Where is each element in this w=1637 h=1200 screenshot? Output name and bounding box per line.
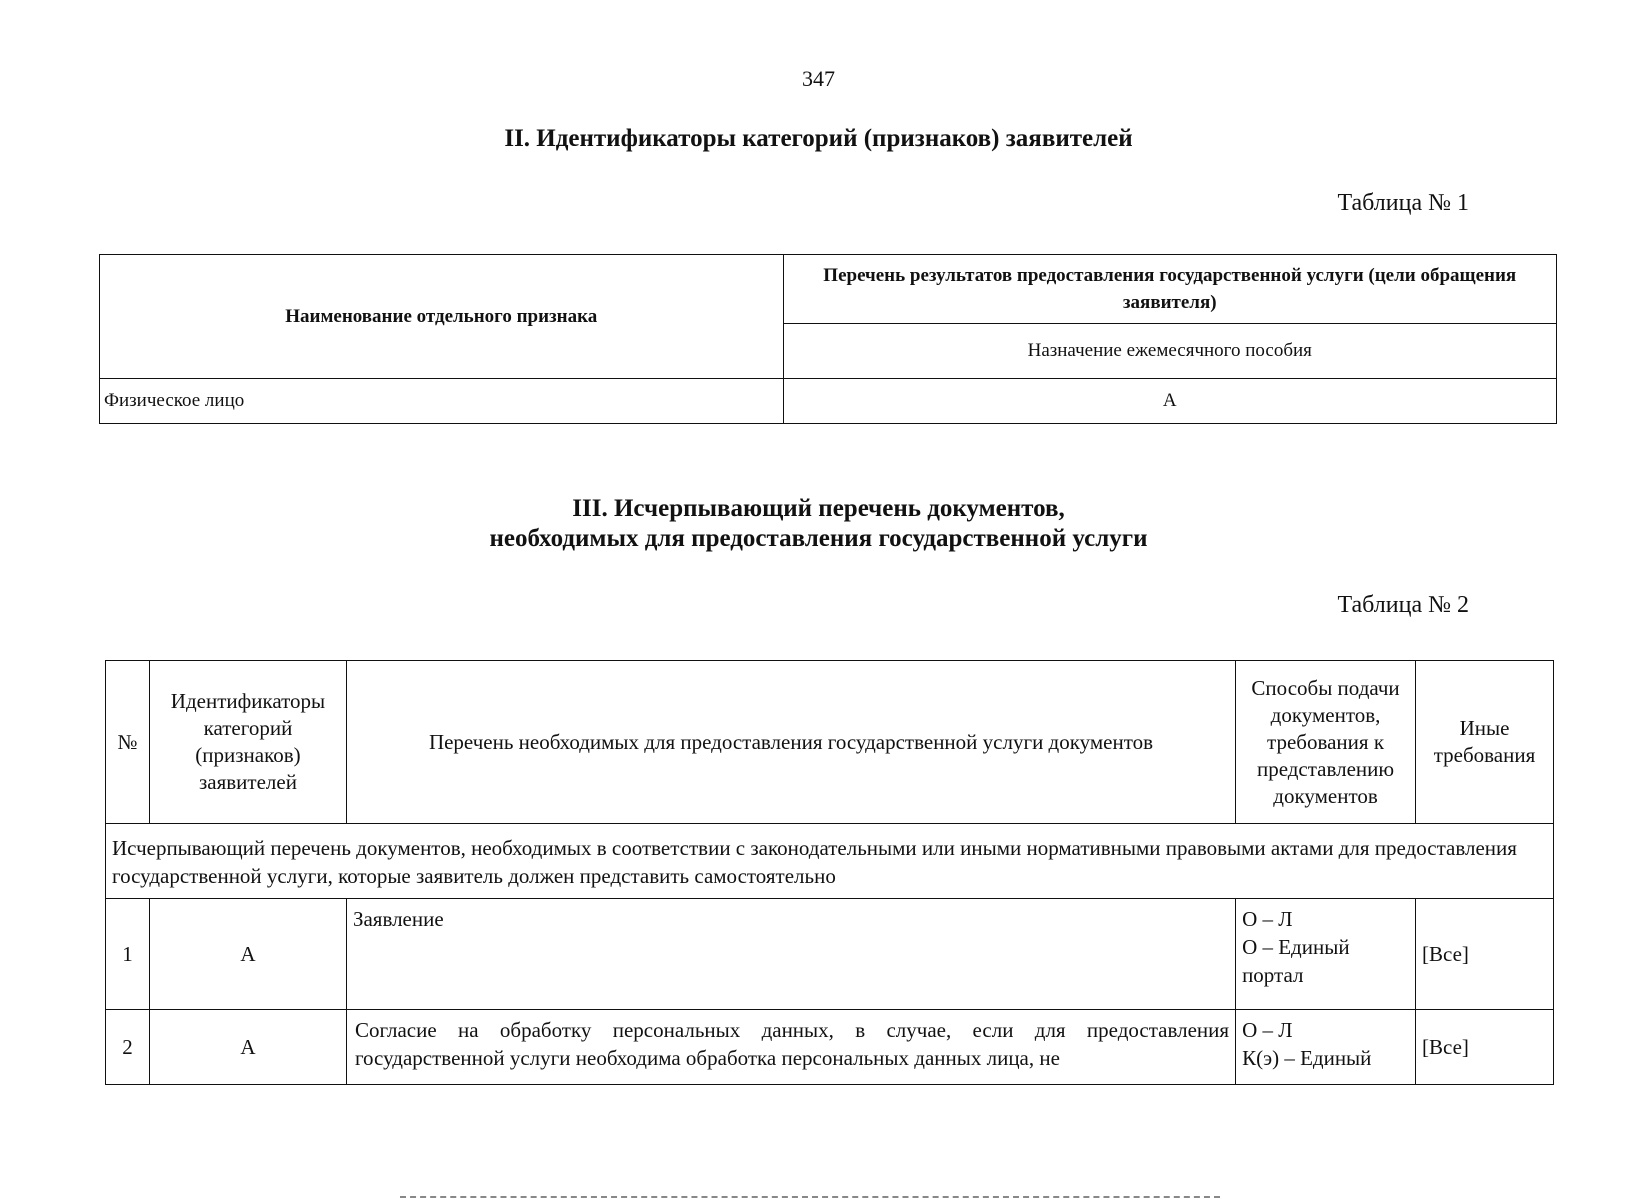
section-2-title: II. Идентификаторы категорий (признаков) заявителей [504, 125, 1133, 152]
table-2-subheader-row [106, 824, 1554, 899]
table-2-header-methods: Способы подачи документов, требования к представлению документов [1236, 661, 1416, 824]
table-2-header-num: № [106, 661, 150, 824]
table-1-col2-header: Перечень результатов предоставления государственной услуги (цели обращения заявителя) [783, 255, 1557, 324]
table-2-row-2-doc: Согласие на обработку персональных данных, в случае, если для предоставления государственной услуги необходима обработка персональных данных лица, не [346, 1010, 1235, 1085]
section-3-title-line-2: необходимых для предоставления государственной услуги [489, 525, 1148, 552]
scan-artifact-rule [400, 1196, 1220, 1198]
table-2-row-2-method-1: О – Л [1242, 1018, 1293, 1042]
table-1-caption: Таблица № 1 [1337, 190, 1469, 216]
table-1-cell-value: А [783, 379, 1557, 424]
section-3-title [0, 494, 1637, 554]
table-2-row-2-num: 2 [106, 1010, 150, 1085]
table-1-col2-subheader: Назначение ежемесячного пособия [783, 324, 1557, 379]
table-2-header-docs: Перечень необходимых для предоставления государственной услуги документов [346, 661, 1235, 824]
table-2-row-1-num: 1 [106, 899, 150, 1010]
table-2-row-1-id: А [149, 899, 346, 1010]
table-2-row-2-other: [Все] [1416, 1010, 1554, 1085]
table-2-row-1-method-2: О – Единый портал [1242, 935, 1350, 987]
table-1 [99, 254, 1557, 424]
table-row [106, 899, 1554, 1010]
table-2-caption: Таблица № 2 [1337, 592, 1469, 618]
table-2-row-2-id: А [149, 1010, 346, 1085]
table-2-row-1-methods [1236, 899, 1416, 1010]
table-row [106, 1010, 1554, 1085]
table-1-cell-name: Физическое лицо [100, 379, 784, 424]
page-number: 347 [802, 66, 835, 91]
table-2-row-1-method-1: О – Л [1242, 907, 1293, 931]
table-2-header-row [106, 661, 1554, 824]
table-1-header-row [100, 255, 1557, 324]
table-2-header-other: Иные требования [1416, 661, 1554, 824]
table-2-row-1-other: [Все] [1416, 899, 1554, 1010]
table-row [100, 379, 1557, 424]
table-1-col1-header: Наименование отдельного признака [100, 255, 784, 379]
table-2-row-2-methods [1236, 1010, 1416, 1085]
table-2 [105, 660, 1554, 1085]
table-2-row-1-doc: Заявление [346, 899, 1235, 1010]
table-2-header-ids: Идентификаторы категорий (признаков) заявителей [149, 661, 346, 824]
table-2-subheader: Исчерпывающий перечень документов, необходимых в соответствии с законодательными или иными нормативными правовыми актами для предоставления государственной услуги, которые заявитель должен представить самостоятельно [106, 824, 1554, 899]
section-3-title-line-1: III. Исчерпывающий перечень документов, [572, 495, 1065, 522]
table-2-row-2-method-2: К(э) – Единый [1242, 1046, 1372, 1070]
